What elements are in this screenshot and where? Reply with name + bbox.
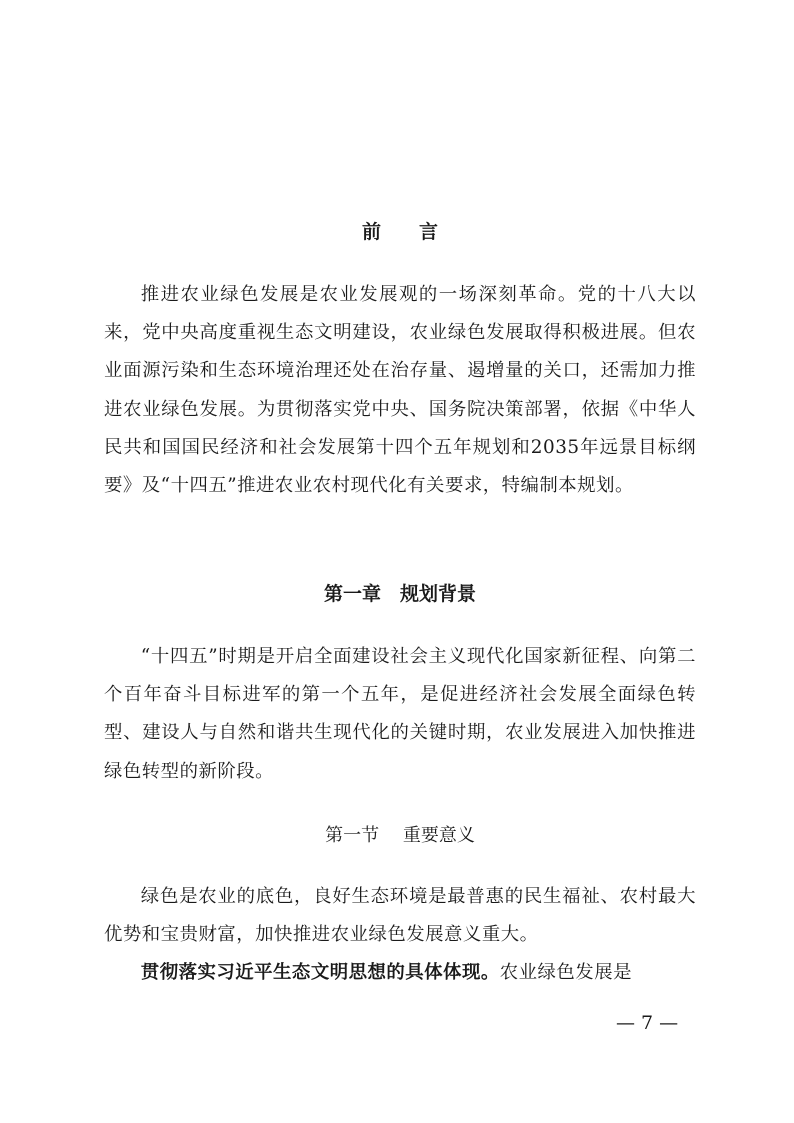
section-title: 第一节 重要意义 [325, 825, 475, 846]
significance-paragraph [104, 954, 696, 992]
page-number: — 7 — [616, 1012, 679, 1034]
chapter-paragraph: “十四五”时期是开启全面建设社会主义现代化国家新征程、向第二个百年奋斗目标进军的第一个五年，是促进经济社会发展全面绿色转型、建设人与自然和谐共生现代化的关键时期，农业发展进入加快推进绿色转型的新阶段。 [104, 646, 696, 782]
preface-title: 前 言 [361, 221, 438, 243]
bold-lead-sentence: 贯彻落实习近平生态文明思想的具体体现。 [140, 962, 500, 983]
section-paragraph: 绿色是农业的底色，良好生态环境是最普惠的民生福祉、农村最大优势和宝贵财富，加快推进农业绿色发展意义重大。 [104, 886, 696, 946]
lead-continuation: 农业绿色发展是 [499, 962, 632, 983]
preface-paragraph: 推进农业绿色发展是农业发展观的一场深刻革命。党的十八大以来，党中央高度重视生态文明建设，农业绿色发展取得积极进展。但农业面源污染和生态环境治理还处在治存量、遏增量的关口，还需加力推进农业绿色发展。为贯彻落实党中央、国务院决策部署，依据《中华人民共和国国民经济和社会发展第十四个五年规划和2035年远景目标纲要》及“十四五”推进农业农村现代化有关要求，特编制本规划。 [104, 284, 696, 497]
chapter-title: 第一章 规划背景 [323, 583, 476, 605]
